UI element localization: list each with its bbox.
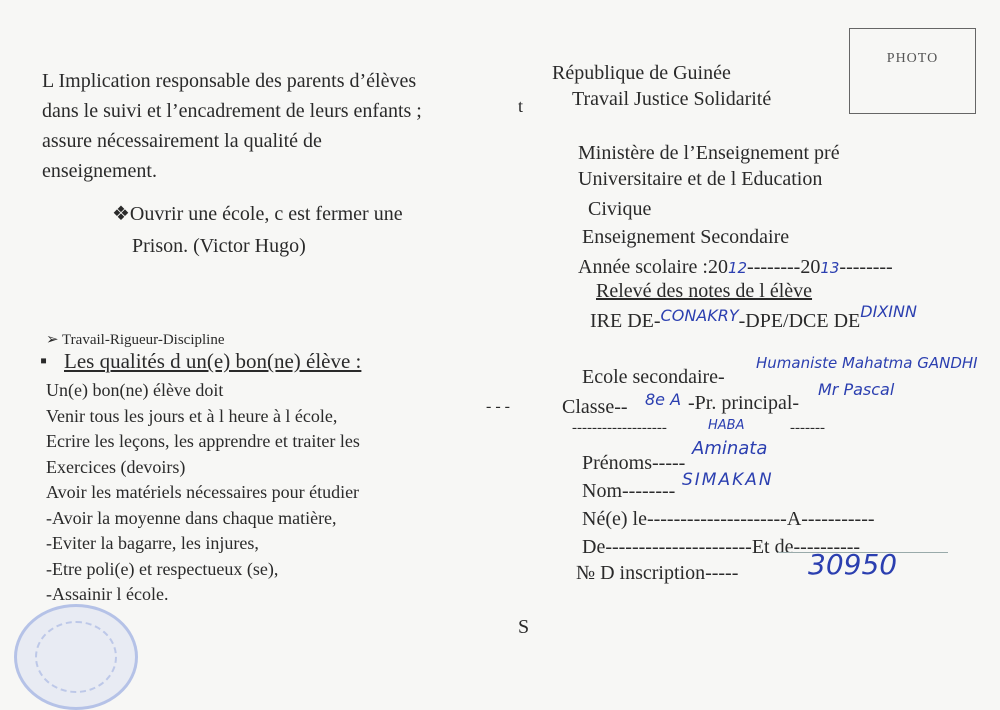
teacher-label: -Pr. principal- — [688, 392, 800, 414]
year-dashes: -------- — [839, 256, 893, 278]
intro-line: enseignement. — [42, 160, 157, 182]
intro-line: L Implication responsable des parents d’élèves — [42, 70, 417, 92]
dpe-label: -DPE/DCE DE — [738, 310, 861, 332]
lastname-value: SIMAKAN — [682, 470, 774, 490]
quote-line-1: ❖Ouvrir une école, c est fermer une — [112, 203, 403, 225]
intro-line: assure nécessairement la qualité de — [42, 130, 322, 152]
school-year-field — [578, 256, 893, 279]
firstname-dashes: ----- — [652, 452, 686, 474]
list-item: Un(e) bon(ne) élève doit — [46, 380, 224, 400]
teacher-end-dashes: ------- — [790, 420, 825, 436]
list-item: Venir tous les jours et à l heure à l école, — [46, 405, 338, 426]
ministry-line-3: Civique — [588, 198, 652, 220]
country-name: République de Guinée — [552, 62, 731, 84]
school-label: Ecole secondaire- — [582, 366, 725, 388]
class-value: 8e A — [645, 390, 682, 409]
year-end: 13 — [820, 259, 840, 277]
list-item: -Etre poli(e) et respectueux (se), — [46, 558, 279, 579]
year-label: Année scolaire :20 — [578, 256, 728, 278]
ire-label: IRE DE- — [590, 310, 661, 332]
quote-line-2: Prison. (Victor Hugo) — [132, 235, 306, 257]
dashes: - - - — [486, 398, 510, 415]
list-item: Avoir les matériels nécessaires pour étudier — [46, 482, 360, 502]
national-motto: Travail Justice Solidarité — [572, 88, 772, 110]
ire-field — [590, 302, 917, 333]
qualities-list — [46, 378, 360, 608]
list-item: Exercices (devoirs) — [46, 456, 186, 477]
photo-placeholder — [849, 28, 976, 114]
victor-hugo-quote — [112, 198, 403, 262]
intro-paragraph — [42, 66, 422, 186]
report-title: Relevé des notes de l élève — [596, 280, 813, 302]
teacher-dashes: ------------------- — [572, 420, 667, 436]
firstname-value: Aminata — [692, 438, 768, 459]
firstname-field — [582, 452, 685, 475]
stamp-icon — [14, 604, 138, 710]
lastname-label: Nom- — [582, 480, 629, 502]
year-separator: --------20 — [747, 256, 821, 278]
list-item: -Avoir la moyenne dans chaque matière, — [46, 507, 337, 528]
page-mark: S — [518, 616, 530, 638]
ministry-line-1: Ministère de l’Enseignement pré — [578, 142, 840, 164]
dpe-value: DIXINN — [860, 302, 917, 321]
teacher-lastname: HABA — [708, 418, 745, 433]
class-label: Classe-- — [562, 396, 628, 418]
list-item: -Eviter la bagarre, les injures, — [46, 533, 259, 553]
birth-field: Né(e) le---------------------A----------- — [582, 508, 875, 530]
square-bullet: ▪ — [40, 350, 48, 372]
year-start: 12 — [727, 259, 748, 277]
list-item: Ecrire les leçons, les apprendre et traiter les — [46, 431, 360, 451]
qualities-title: Les qualités d un(e) bon(ne) élève : — [64, 349, 362, 373]
intro-line: dans le suivi et l’encadrement de leurs enfants ; — [42, 100, 422, 122]
firstname-label: Prénoms — [582, 452, 652, 474]
school-value: Humaniste Mahatma GANDHI — [756, 354, 978, 372]
school-motto: ➢ Travail-Rigueur-Discipline — [46, 332, 225, 348]
photo-label: PHOTO — [886, 51, 939, 66]
ministry-line-4: Enseignement Secondaire — [582, 226, 790, 248]
registration-label: № D inscription----- — [576, 562, 739, 584]
lastname-field — [582, 480, 675, 503]
list-item: -Assainir l école. — [46, 584, 169, 604]
lastname-dashes: ------- — [628, 480, 676, 502]
ministry-line-2: Universitaire et de l Education — [578, 168, 823, 190]
teacher-value: Mr Pascal — [818, 380, 895, 399]
stray-letter: t — [518, 96, 524, 116]
ire-value: CONAKRY — [660, 306, 739, 325]
registration-number: 30950 — [808, 548, 898, 581]
parents-field: De----------------------Et de---------- — [582, 536, 861, 558]
